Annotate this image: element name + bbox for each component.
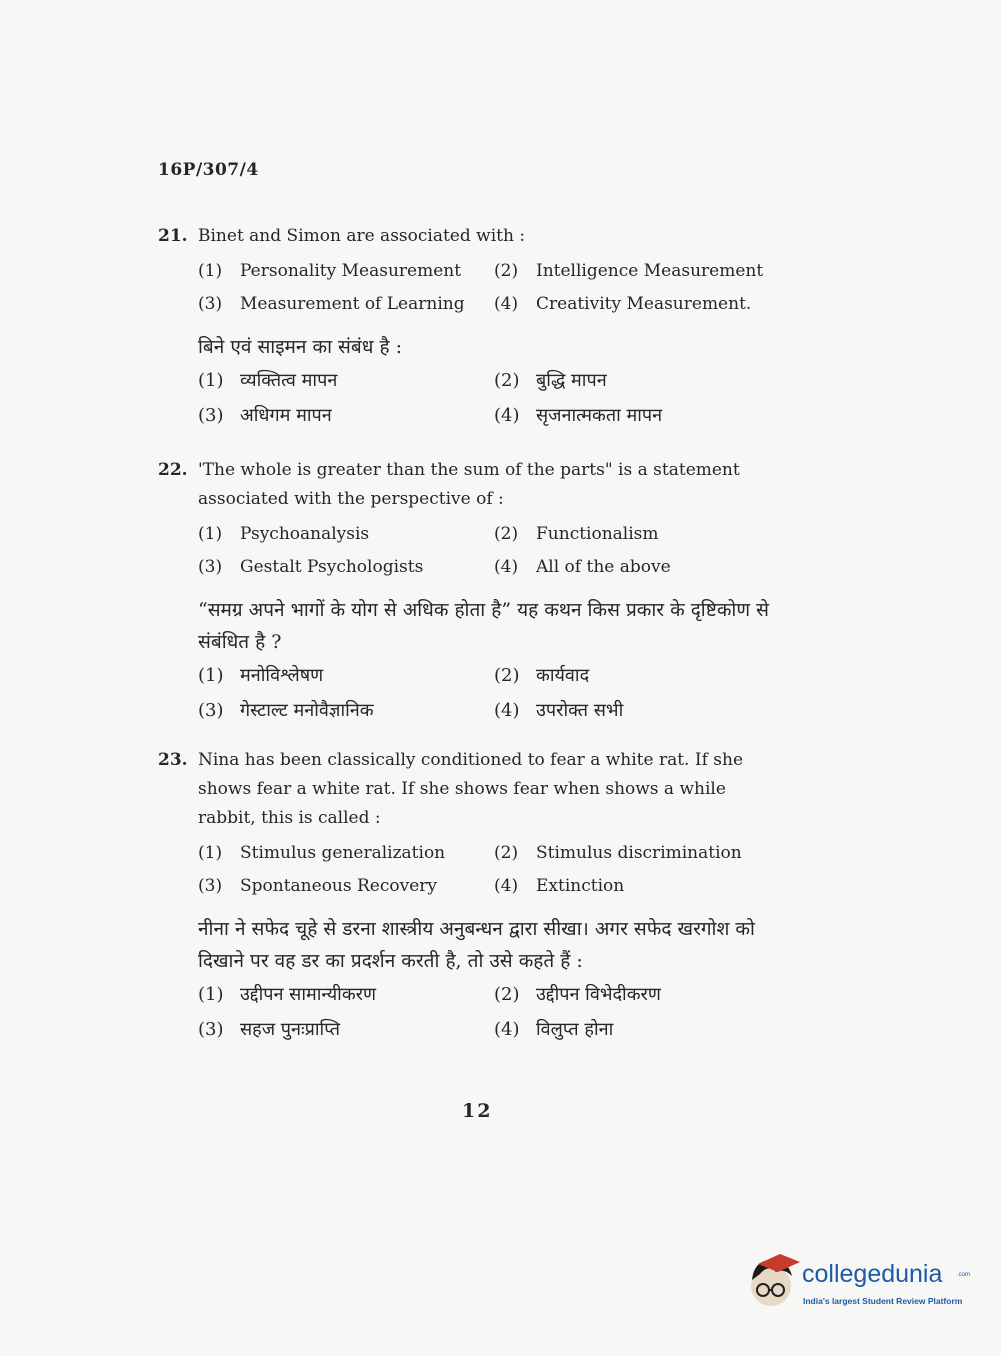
options-hi	[198, 658, 788, 728]
option-2-hi: (2) बुद्धि मापन	[494, 370, 607, 391]
option-1-hi: (1) उद्दीपन सामान्यीकरण	[198, 984, 377, 1005]
option-3-hi: (3) गेस्टाल्ट मनोवैज्ञानिक	[198, 700, 374, 721]
option-4-hi: (4) उपरोक्त सभी	[494, 700, 624, 721]
question-text-en: Binet and Simon are associated with :	[198, 226, 526, 246]
option-4-hi: (4) सृजनात्मकता मापन	[494, 405, 663, 426]
question-text-en: 'The whole is greater than the sum of the parts" is a statement associated with the perspective of :	[198, 460, 740, 509]
question-number: 22.	[158, 460, 188, 480]
watermark-tagline: India's largest Student Review Platform	[803, 1296, 963, 1306]
option-2: (2) Functionalism	[494, 524, 659, 544]
watermark-name: collegedunia	[802, 1260, 943, 1288]
option-1-hi: (1) व्यक्तित्व मापन	[198, 370, 338, 391]
option-1: (1) Stimulus generalization	[198, 843, 446, 863]
mascot-icon	[740, 1250, 802, 1312]
question-number: 23.	[158, 750, 188, 770]
question-text-hi: नीना ने सफेद चूहे से डरना शास्त्रीय अनुबन्धन द्वारा सीखा। अगर सफेद खरगोश को दिखाने पर वह डर का प्रदर्शन करती है, तो उसे कहते हैं :	[198, 918, 755, 972]
option-2-hi: (2) उद्दीपन विभेदीकरण	[494, 984, 661, 1005]
question-stem-en	[158, 222, 788, 251]
option-1: (1) Personality Measurement	[198, 261, 462, 281]
question-text-hi: “समग्र अपने भागों के योग से अधिक होता है” यह कथन किस प्रकार के दृष्टिकोण से संबंधित है ?	[198, 599, 769, 653]
options-hi	[198, 363, 788, 433]
option-3-hi: (3) सहज पुनःप्राप्ति	[198, 1019, 341, 1040]
question-22	[158, 456, 788, 728]
option-3: (3) Gestalt Psychologists	[198, 557, 424, 577]
options-hi	[198, 977, 788, 1047]
option-4: (4) Creativity Measurement.	[494, 294, 752, 314]
option-1-hi: (1) मनोविश्लेषण	[198, 665, 324, 686]
option-3: (3) Measurement of Learning	[198, 294, 465, 314]
question-number: 21.	[158, 226, 188, 246]
question-stem-en	[158, 746, 788, 833]
option-2: (2) Stimulus discrimination	[494, 843, 742, 863]
question-23	[158, 746, 788, 1047]
question-text-en: Nina has been classically conditioned to fear a white rat. If she shows fear a white rat. If she shows fear when shows a while rabbit, this is called :	[198, 750, 744, 828]
page-number: 12	[462, 1100, 493, 1122]
question-21	[158, 222, 788, 433]
paper-code: 16P/307/4	[158, 160, 259, 180]
options-en	[198, 518, 788, 584]
collegedunia-watermark	[740, 1250, 970, 1320]
options-en	[198, 255, 788, 321]
question-stem-en	[158, 456, 788, 514]
option-2: (2) Intelligence Measurement	[494, 261, 764, 281]
options-en	[198, 837, 788, 903]
watermark-domain: .com	[957, 1272, 971, 1278]
option-3: (3) Spontaneous Recovery	[198, 876, 438, 896]
option-4: (4) Extinction	[494, 876, 625, 896]
option-4-hi: (4) विलुप्त होना	[494, 1019, 614, 1040]
option-1: (1) Psychoanalysis	[198, 524, 370, 544]
option-4: (4) All of the above	[494, 557, 671, 577]
question-text-hi: बिने एवं साइमन का संबंध है :	[198, 336, 403, 358]
option-2-hi: (2) कार्यवाद	[494, 665, 590, 686]
option-3-hi: (3) अधिगम मापन	[198, 405, 332, 426]
